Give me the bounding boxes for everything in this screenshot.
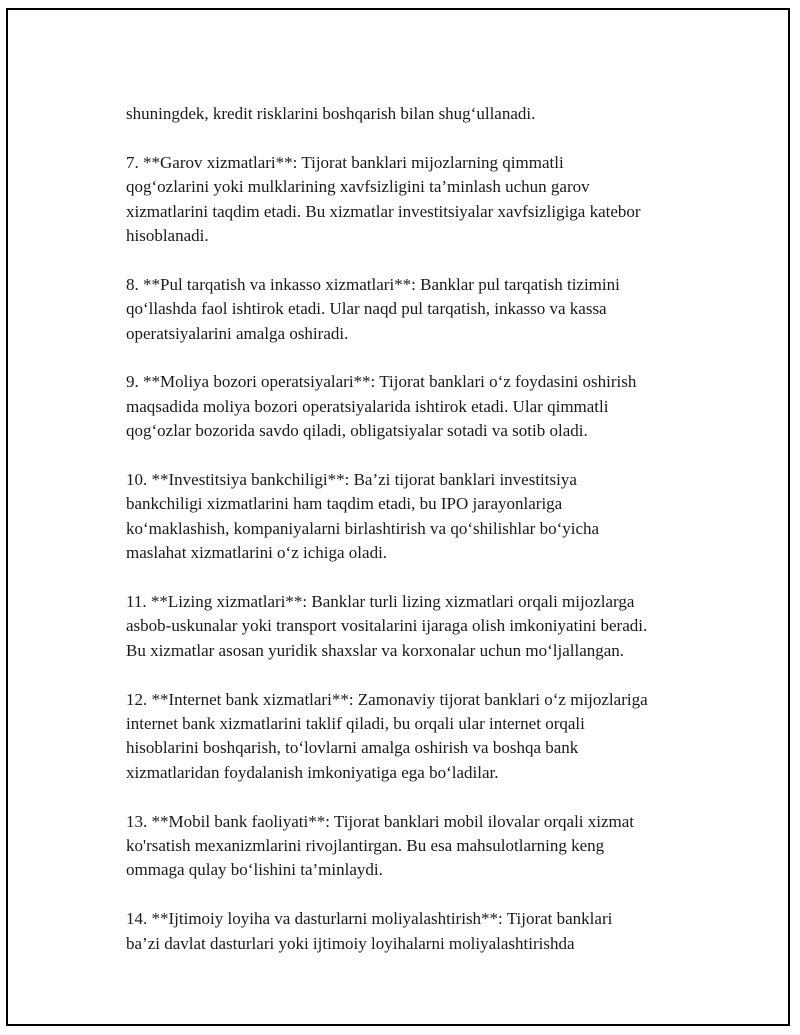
paragraph-item-10: 10. **Investitsiya bankchiligi**: Ba’zi tijorat banklari investitsiya bankchiligi xizmatlarini ham taqdim etadi, bu IPO jarayonlariga ko‘maklashish, kompaniyalarni birlashtirish va qo‘shilishlar bo‘yicha maslahat xizmatlarini o‘z ichiga oladi. bbox=[126, 470, 600, 563]
paragraph-item-14: 14. **Ijtimoiy loyiha va dasturlarni moliyalashtirish**: Tijorat banklari ba’zi davlat dasturlari yoki ijtimoiy loyihalarni moliyalashtirishda bbox=[126, 909, 613, 953]
paragraph-item-8: 8. **Pul tarqatish va inkasso xizmatlari**: Banklar pul tarqatish tizimini qo‘llashda faol ishtirok etadi. Ular naqd pul tarqatish, inkasso va kassa operatsiyalarini amalga oshiradi. bbox=[126, 274, 620, 343]
document-body bbox=[126, 102, 706, 956]
paragraph-item-13: 13. **Mobil bank faoliyati**: Tijorat banklari mobil ilovalar orqali xizmat ko'rsatish mexanizmlarini rivojlantirgan. Bu esa mahsulotlarning keng ommaga qulay bo‘lishini ta’minlaydi. bbox=[126, 811, 635, 880]
paragraph-item-11: 11. **Lizing xizmatlari**: Banklar turli lizing xizmatlari orqali mijozlarga asbob-uskunalar yoki transport vositalarini ijaraga olish imkoniyatini beradi. Bu xizmatlar asosan yuridik shaxslar va korxonalar uchun mo‘ljallangan. bbox=[126, 592, 648, 660]
paragraph-item-12: 12. **Internet bank xizmatlari**: Zamonaviy tijorat banklari o‘z mijozlariga internet bank xizmatlarini taklif qiladi, bu orqali ular internet orqali hisoblarini boshqarish, to‘lovlarni amalga oshirish va boshqa bank xizmatlaridan foydalanish imkoniyatiga ega bo‘ladilar. bbox=[126, 689, 648, 782]
paragraph-item-9: 9. **Moliya bozori operatsiyalari**: Tijorat banklari o‘z foydasini oshirish maqsadida moliya bozori operatsiyalarida ishtirok etadi. Ular qimmatli qog‘ozlar bozorida savdo qiladi, obligatsiyalar sotadi va sotib oladi. bbox=[126, 372, 637, 441]
paragraph-continuation: shuningdek, kredit risklarini boshqarish bilan shug‘ullanadi. bbox=[126, 104, 536, 123]
paragraph-item-7: 7. **Garov xizmatlari**: Tijorat banklari mijozlarning qimmatli qog‘ozlarini yoki mulklarining xavfsizligini ta’minlash uchun garov xizmatlarini taqdim etadi. Bu xizmatlar investitsiyalar xavfsizligiga katebor hisoblanadi. bbox=[126, 152, 641, 246]
page-frame bbox=[6, 8, 790, 1026]
